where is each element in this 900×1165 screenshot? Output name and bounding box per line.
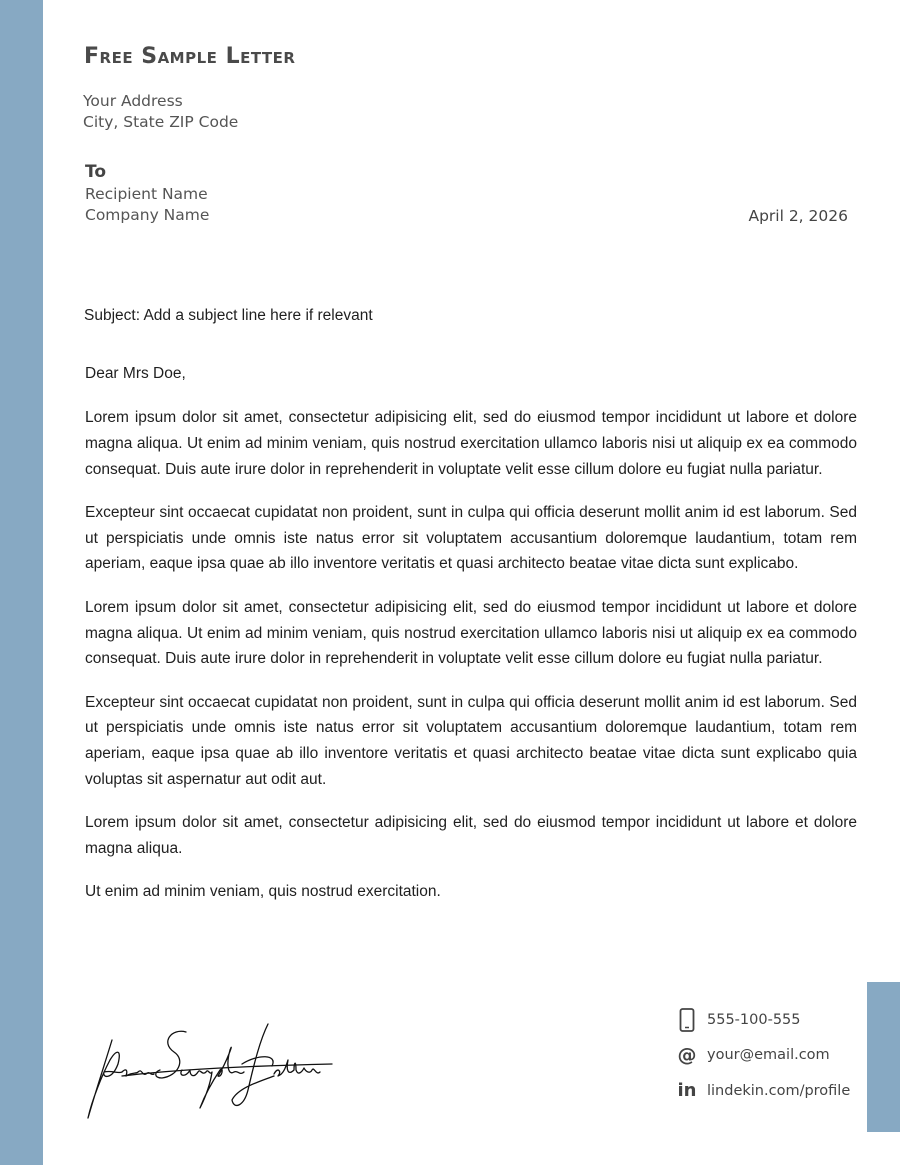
handwritten-signature [82,1020,337,1130]
letter-body [85,405,857,923]
contact-linkedin [676,1080,850,1101]
letter-date: April 2, 2026 [748,207,848,225]
recipient-name: Recipient Name [85,185,208,203]
body-paragraph: Lorem ipsum dolor sit amet, consectetur adipisicing elit, sed do eiusmod tempor incididunt ut labore et dolore magna aliqua. Ut enim ad minim veniam, quis nostrud exercitation ullamco laboris nisi ut aliquip ex ea commodo consequat. Duis aute irure dolor in reprehenderit in voluptate velit esse cillum dolore eu fugiat nulla pariatur. [85,409,857,478]
sender-address: Your Address [83,92,183,110]
contact-phone [676,1008,801,1032]
phone-number: 555-100-555 [707,1012,801,1028]
email-address: your@email.com [707,1047,830,1063]
recipient-company: Company Name [85,206,210,224]
letter-title: Free Sample Letter [84,44,296,69]
right-accent-bar [867,982,900,1132]
recipient-block [85,184,209,226]
left-accent-bar [0,0,43,1165]
body-paragraph: Excepteur sint occaecat cupidatat non proident, sunt in culpa qui officia deserunt mollit anim id est laborum. Sed ut perspiciatis unde omnis iste natus error sit voluptatem accusantium doloremque laudantium, totam rem aperiam, eaque ipsa quae ab illo inventore veritatis et quasi architecto beatae vitae dicta sunt explicabo quia voluptas sit aspernatur aut odit aut. [85,693,857,789]
sender-city: City, State ZIP Code [83,113,239,131]
linkedin-profile: lindekin.com/profile [707,1082,851,1099]
body-paragraph: Lorem ipsum dolor sit amet, consectetur adipisicing elit, sed do eiusmod tempor incididunt ut labore et dolore magna aliqua. Ut enim ad minim veniam, quis nostrud exercitation ullamco laboris nisi ut aliquip ex ea commodo consequat. Duis aute irure dolor in reprehenderit in voluptate velit esse cillum dolore eu fugiat nulla pariatur. [85,598,857,668]
contact-email [676,1044,830,1066]
body-paragraph: Lorem ipsum dolor sit amet, consectetur adipisicing elit, sed do eiusmod tempor incididunt ut labore et dolore magna aliqua. [85,814,857,858]
subject-line: Subject: Add a subject line here if relevant [84,307,373,324]
at-sign-icon: @ [677,1044,697,1066]
sender-address-block [83,91,238,133]
salutation: Dear Mrs Doe, [85,365,186,382]
to-label: To [85,162,107,182]
body-paragraph: Ut enim ad minim veniam, quis nostrud exercitation. [85,883,441,901]
phone-icon [676,1008,698,1032]
body-paragraph: Excepteur sint occaecat cupidatat non proident, sunt in culpa qui officia deserunt mollit anim id est laborum. Sed ut perspiciatis unde omnis iste natus error sit voluptatem accusantium doloremque laudantium, totam rem aperiam, eaque ipsa quae ab illo inventore veritatis et quasi architecto beatae vitae dicta sunt explicabo. [85,503,857,573]
linkedin-icon: in [677,1080,697,1101]
